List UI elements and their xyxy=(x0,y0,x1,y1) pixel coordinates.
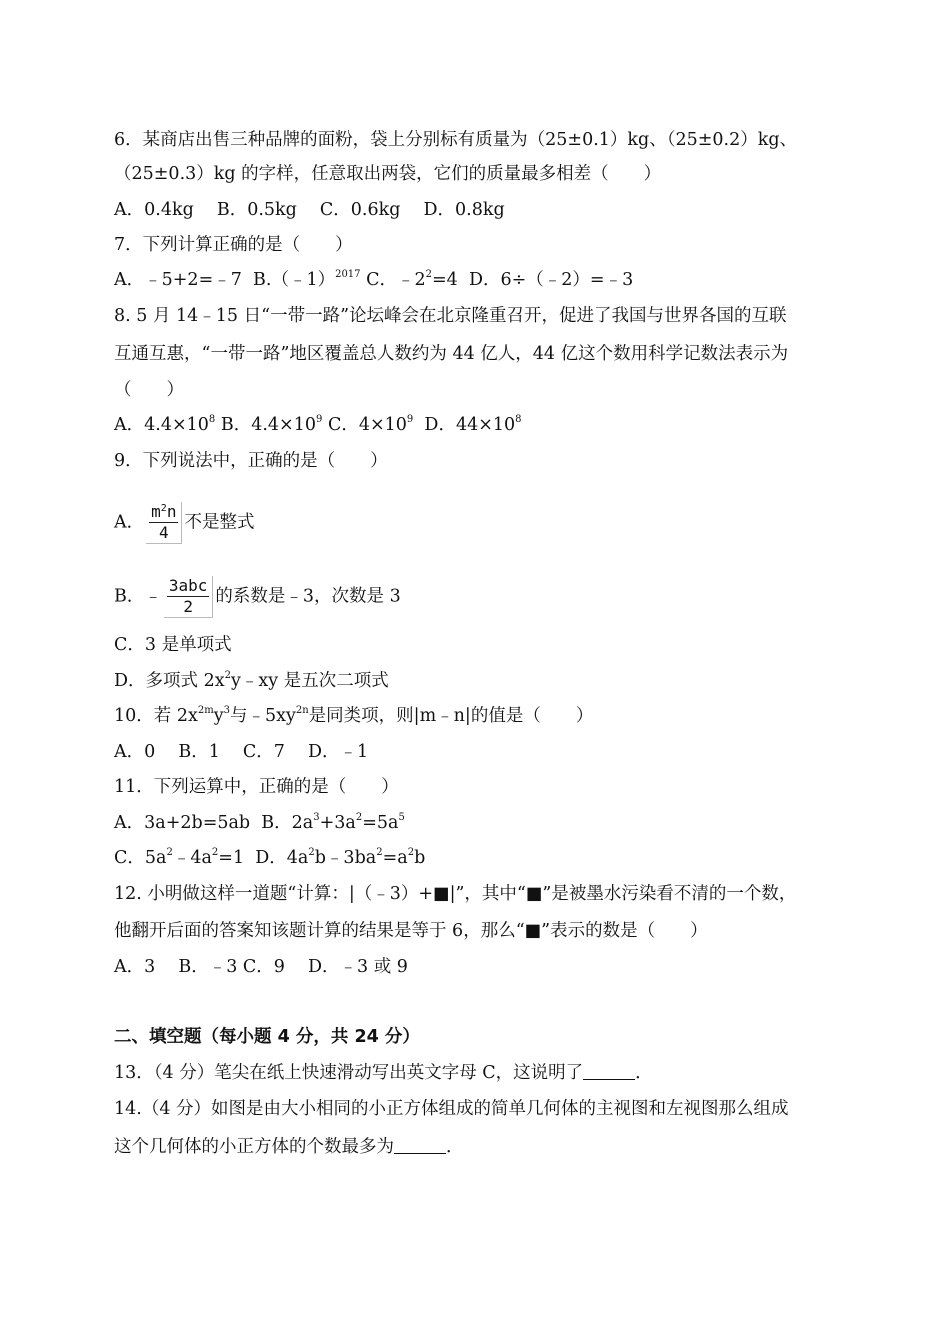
q8-option-b xyxy=(221,415,323,435)
q11-d-e2: 2 xyxy=(376,847,383,858)
q8-c-exponent: 9 xyxy=(406,414,414,425)
q13-end: ． xyxy=(635,1063,653,1083)
q9-option-b-label: B．﹣ xyxy=(114,586,162,607)
q8-b-exponent: 9 xyxy=(315,414,323,425)
fraction-numerator xyxy=(149,502,178,523)
q9-option-a-text: 不是整式 xyxy=(184,512,255,533)
q7-option-b-exponent: 2017 xyxy=(335,269,361,280)
fraction-denominator: 2 xyxy=(183,597,193,616)
q14-text: 这个几何体的小正方体的个数最多为 xyxy=(114,1137,394,1157)
q11-d-e3: 2 xyxy=(407,847,415,858)
q11-d-mid: b﹣3ba xyxy=(314,848,377,868)
q8-d-base: D．44×10 xyxy=(424,415,516,435)
q6-line2: （25±0.3）kg 的字样，任意取出两袋，它们的质量最多相差（ ） xyxy=(114,164,662,184)
q10-mid1: y xyxy=(213,706,224,726)
q12-line2: 他翻开后面的答案知该题计算的结果是等于 6，那么“■”表示的数是（ ） xyxy=(114,921,708,941)
numerator-base: m xyxy=(151,502,161,521)
q10-exp2: 3 xyxy=(223,705,230,716)
fraction-numerator: 3abc xyxy=(168,576,208,595)
q11-b-mid2: =5a xyxy=(362,813,399,833)
fraction-denominator: 4 xyxy=(158,523,169,542)
q9-option-b xyxy=(114,576,401,618)
q8-d-exponent: 8 xyxy=(515,414,522,425)
q11-b-e1: 3 xyxy=(313,812,320,823)
q8-line2: 互通互惠，“一带一路”地区覆盖总人数约为 44 亿人，44 亿这个数用科学记数法表示为 xyxy=(114,344,789,364)
q11-c-e2: 2 xyxy=(211,847,219,858)
q11-c-post: =1 xyxy=(218,848,245,868)
q11-b-pre: B．2a xyxy=(261,813,314,833)
q11-d-post: b xyxy=(414,848,426,868)
q7-options xyxy=(114,268,633,292)
q9-option-b-text: 的系数是﹣3，次数是 3 xyxy=(215,586,401,607)
q9-option-b-fraction xyxy=(164,576,214,618)
q9-d-exponent: 2 xyxy=(224,670,231,681)
q9-option-a-fraction xyxy=(146,502,182,544)
q8-options xyxy=(114,413,522,437)
q9-option-a xyxy=(114,502,254,544)
q7-stem: 7．下列计算正确的是（ ） xyxy=(114,235,353,255)
q8-option-c xyxy=(328,415,413,435)
q11-option-d xyxy=(255,848,425,868)
q11-d-e1: 2 xyxy=(308,847,315,858)
q9-option-c: C．3 是单项式 xyxy=(114,635,232,655)
q8-a-base: A．4.4×10 xyxy=(114,415,209,435)
q6-line1: 6．某商店出售三种品牌的面粉，袋上分别标有质量为（25±0.1）kg、（25±0.2）kg、 xyxy=(114,130,798,150)
q8-line1: 8. 5 月 14﹣15 日“一带一路”论坛峰会在北京隆重召开，促进了我国与世界各国的互联 xyxy=(114,306,787,326)
q7-option-d: D．6÷（﹣2）=﹣3 xyxy=(468,270,634,290)
q11-options-cd xyxy=(114,846,425,870)
answer-blank xyxy=(394,1137,446,1154)
q7-option-c-rest: =4 xyxy=(432,270,458,290)
q10-stem xyxy=(114,704,593,728)
q11-c-e1: 2 xyxy=(166,847,173,858)
q7-option-a: A．﹣5+2=﹣7 xyxy=(114,270,242,290)
q7-option-c-base: C．﹣2 xyxy=(366,270,426,290)
q12-line1: 12. 小明做这样一道题“计算：|（﹣3）+■|”，其中“■”是被墨水污染看不清的一个数， xyxy=(114,884,797,904)
q8-b-base: B．4.4×10 xyxy=(220,415,316,435)
numerator-exponent: 2 xyxy=(160,503,167,514)
q7-option-c-exponent: 2 xyxy=(425,269,433,280)
q11-c-mid: ﹣4a xyxy=(172,848,212,868)
q12-options: A．3 B．﹣3 C．9 D．﹣3 或 9 xyxy=(114,957,408,977)
numerator-tail: n xyxy=(166,502,177,521)
q9-option-a-label: A． xyxy=(114,512,145,533)
q13-text: 13．（4 分）笔尖在纸上快速滑动写出英文字母 C，这说明了 xyxy=(114,1063,584,1083)
q10-options: A．0 B．1 C．7 D．﹣1 xyxy=(114,742,369,762)
q7-option-b xyxy=(253,270,361,290)
q11-b-e2: 2 xyxy=(355,812,363,823)
q11-b-mid: +3a xyxy=(319,813,356,833)
q10-exp1: 2m xyxy=(197,705,214,716)
q8-a-exponent: 8 xyxy=(208,414,216,425)
q11-c-pre: C．5a xyxy=(114,848,167,868)
q9-d-pre: D．多项式 2x xyxy=(114,671,225,691)
q8-option-d xyxy=(424,415,521,435)
q7-option-c xyxy=(366,270,458,290)
q10-post: 是同类项，则|m﹣n|的值是（ ） xyxy=(308,706,594,726)
answer-blank xyxy=(583,1063,635,1080)
q11-option-a: A．3a+2b=5ab xyxy=(114,813,251,833)
q10-pre: 10．若 2x xyxy=(114,706,198,726)
q13-question xyxy=(114,1061,653,1085)
section-2-title: 二、填空题（每小题 4 分，共 24 分） xyxy=(114,1027,420,1047)
q11-option-c xyxy=(114,848,244,868)
q8-option-a xyxy=(114,415,215,435)
q11-d-mid2: =a xyxy=(382,848,408,868)
q7-option-b-base: B.（﹣1） xyxy=(253,270,336,290)
q14-end: ． xyxy=(446,1137,464,1157)
q11-option-b xyxy=(261,813,405,833)
q9-d-post: y﹣xy 是五次二项式 xyxy=(230,671,389,691)
q11-options-ab xyxy=(114,811,405,835)
q11-b-e3: 5 xyxy=(398,812,405,823)
q11-stem: 11．下列运算中，正确的是（ ） xyxy=(114,777,399,797)
q9-option-d xyxy=(114,669,389,693)
q8-line3: （ ） xyxy=(114,380,184,400)
q9-stem: 9．下列说法中，正确的是（ ） xyxy=(114,451,388,471)
q8-c-base: C．4×10 xyxy=(327,415,407,435)
q10-exp3: 2n xyxy=(295,705,309,716)
q14-line2 xyxy=(114,1135,464,1159)
q10-mid2: 与﹣5xy xyxy=(229,706,296,726)
q11-d-pre: D．4a xyxy=(255,848,309,868)
q6-options: A．0.4kg B．0.5kg C．0.6kg D．0.8kg xyxy=(114,200,505,220)
q14-line1: 14.（4 分）如图是由大小相同的小正方体组成的简单几何体的主视图和左视图那么组成 xyxy=(114,1099,789,1119)
